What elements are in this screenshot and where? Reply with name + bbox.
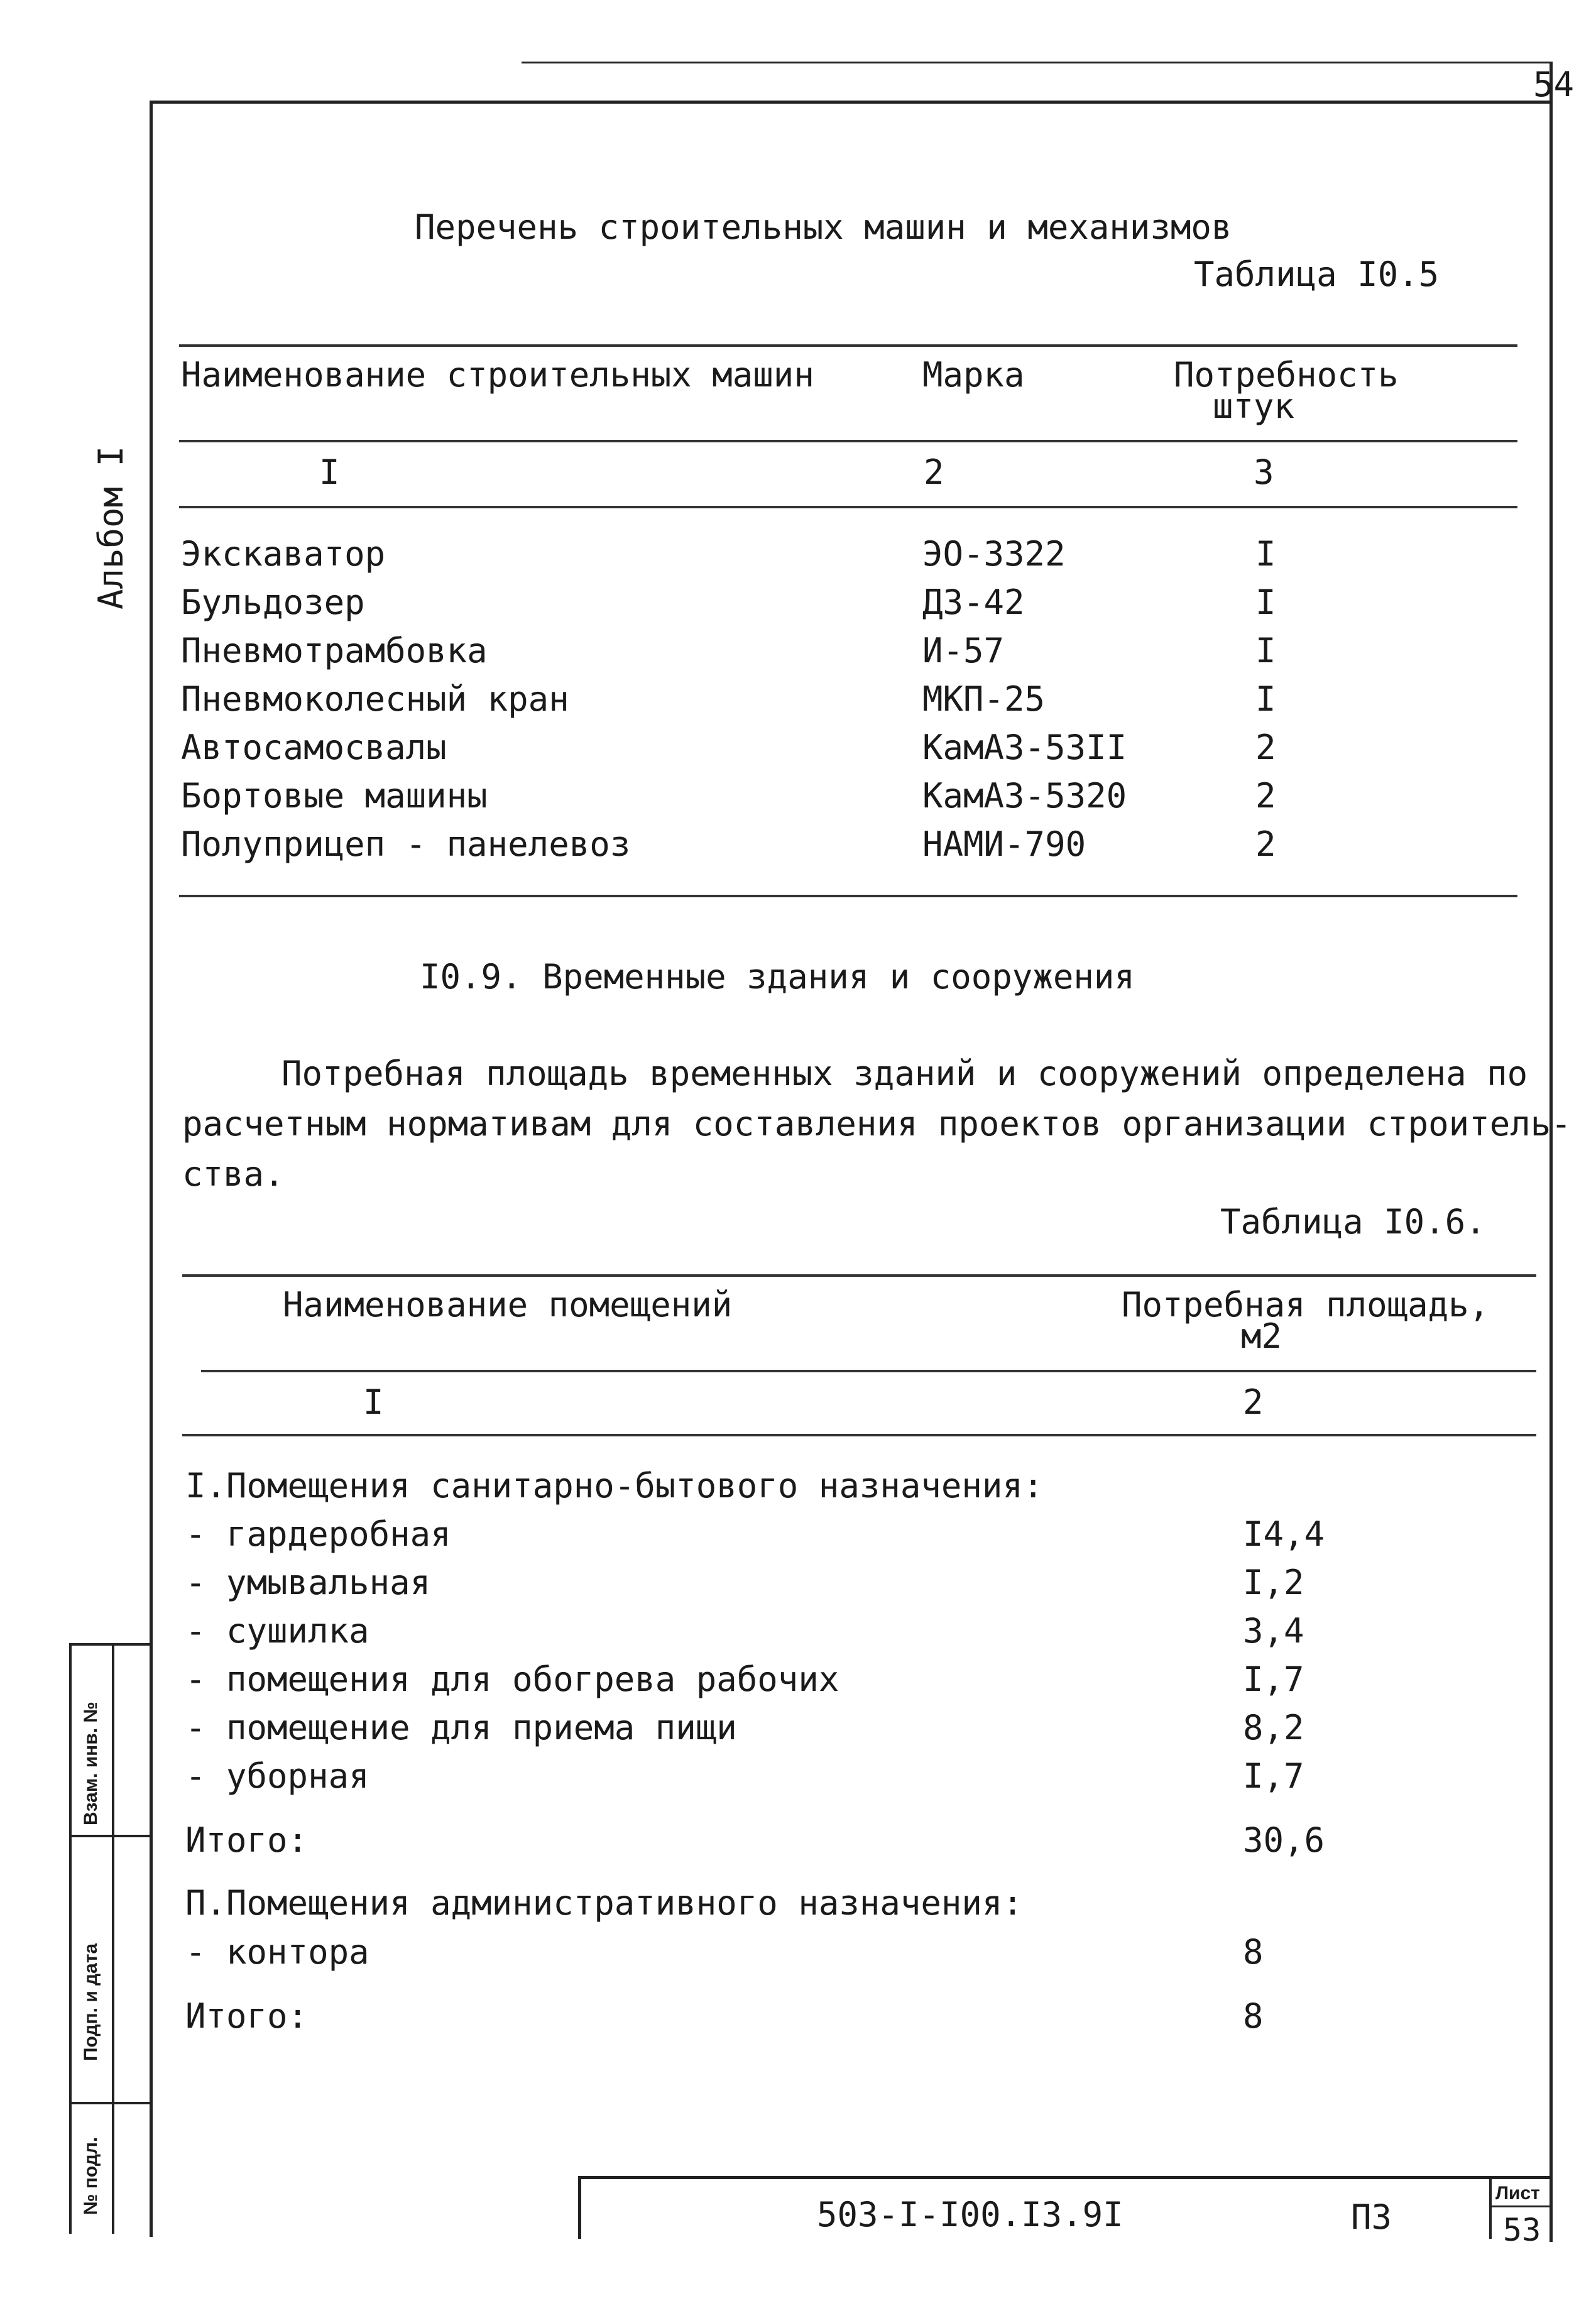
machine-qty: I xyxy=(1255,534,1276,574)
frame-left xyxy=(150,101,153,2237)
frame-top xyxy=(150,101,1551,104)
stamp-vzam-label: Взам. инв. № xyxy=(80,1702,101,1825)
machine-qty: 2 xyxy=(1255,824,1276,864)
machine-name: Полуприцеп - панелевоз xyxy=(181,824,631,864)
machine-qty: 2 xyxy=(1255,728,1276,767)
room-name: - гардеробная xyxy=(185,1514,451,1554)
stamp-inner-line xyxy=(112,1643,114,2234)
top-rule xyxy=(522,62,1552,63)
room-name: - помещения для обогрева рабочих xyxy=(185,1659,839,1699)
table2-colnum-1: I xyxy=(363,1382,384,1422)
machine-name: Бортовые машины xyxy=(181,776,488,816)
room-name: - уборная xyxy=(185,1756,369,1796)
table2-header-area: Потребная площадь, xyxy=(1122,1285,1490,1325)
group1-title: I.Помещения санитарно-бытового назначения: xyxy=(185,1466,1044,1506)
room-area: I,7 xyxy=(1243,1756,1304,1796)
side-album-label: Альбом I xyxy=(91,445,131,609)
table2-rule-top xyxy=(182,1274,1536,1277)
room-area: 8 xyxy=(1243,1932,1264,1972)
stamp-podp-label: Подп. и дата xyxy=(80,1943,101,2061)
table1-colnum-1: I xyxy=(319,452,340,492)
group2-total-label: Итого: xyxy=(185,1996,309,2036)
machine-mark: ДЗ-42 xyxy=(922,582,1025,622)
title-block-top xyxy=(578,2176,1551,2179)
section-paragraph-line2: расчетным нормативам для составления проектов организации строитель- xyxy=(182,1104,1571,1144)
machine-mark: И-57 xyxy=(922,631,1005,670)
table1-rule-colnums xyxy=(179,506,1517,508)
machine-mark: КамАЗ-5320 xyxy=(922,776,1127,816)
frame-right xyxy=(1550,62,1553,2242)
title-block-left xyxy=(578,2176,581,2239)
table1-rule-bottom xyxy=(179,895,1517,897)
table1-rule-top xyxy=(179,344,1517,347)
machine-mark: КамАЗ-53II xyxy=(922,728,1127,767)
group2-title: П.Помещения административного назначения: xyxy=(185,1883,1023,1923)
room-area: I4,4 xyxy=(1243,1514,1325,1554)
document-code: 503-I-I00.I3.9I xyxy=(817,2195,1123,2234)
stamp-inv-label: № подл. xyxy=(80,2136,101,2215)
group2-total-value: 8 xyxy=(1243,1996,1264,2036)
room-name: - сушилка xyxy=(185,1611,369,1651)
machine-qty: I xyxy=(1255,679,1276,719)
group1-total-value: 30,6 xyxy=(1243,1820,1325,1860)
table2-header-area-unit: м2 xyxy=(1241,1316,1282,1356)
title-block-sheet-divider xyxy=(1489,2205,1551,2207)
table2-colnum-2: 2 xyxy=(1243,1382,1264,1422)
section-heading: I0.9. Временные здания и сооружения xyxy=(420,957,1135,997)
stamp-rule-2 xyxy=(69,1835,150,1837)
stamp-rule-3 xyxy=(69,2102,150,2104)
table2-rule-header xyxy=(201,1370,1536,1372)
machine-name: Экскаватор xyxy=(181,534,386,574)
table1-header-need-unit: штук xyxy=(1213,386,1295,426)
table1-label: Таблица I0.5 xyxy=(1194,254,1440,294)
sheet-number: 53 xyxy=(1503,2212,1541,2248)
room-name: - умывальная xyxy=(185,1563,431,1602)
table1-colnum-3: 3 xyxy=(1254,452,1274,492)
table2-rule-colnums xyxy=(182,1434,1536,1436)
group1-total-label: Итого: xyxy=(185,1820,309,1860)
document-type: ПЗ xyxy=(1351,2197,1392,2237)
machine-mark: ЭО-3322 xyxy=(922,534,1066,574)
table2-label: Таблица I0.6. xyxy=(1220,1202,1486,1242)
table2-header-name: Наименование помещений xyxy=(283,1285,733,1325)
table1-rule-header xyxy=(179,440,1517,442)
machine-mark: НАМИ-790 xyxy=(922,824,1086,864)
room-name: - контора xyxy=(185,1932,369,1972)
top-page-number: 54 xyxy=(1533,65,1575,104)
section-paragraph-line1: Потребная площадь временных зданий и сооружений определена по xyxy=(281,1054,1528,1093)
section-paragraph-line3: ства. xyxy=(182,1154,285,1194)
room-area: 3,4 xyxy=(1243,1611,1304,1651)
machine-name: Пневмоколесный кран xyxy=(181,679,569,719)
machine-name: Бульдозер xyxy=(181,582,365,622)
machine-qty: I xyxy=(1255,582,1276,622)
room-area: I,2 xyxy=(1243,1563,1304,1602)
machine-qty: 2 xyxy=(1255,776,1276,816)
machine-name: Пневмотрамбовка xyxy=(181,631,488,670)
stamp-rule-1 xyxy=(69,1643,150,1646)
machine-mark: МКП-25 xyxy=(922,679,1046,719)
sheet-label: Лист xyxy=(1495,2183,1540,2204)
machine-name: Автосамосвалы xyxy=(181,728,447,767)
table1-colnum-2: 2 xyxy=(924,452,944,492)
stamp-outer-line xyxy=(69,1643,72,2234)
room-area: 8,2 xyxy=(1243,1708,1304,1747)
room-name: - помещение для приема пищи xyxy=(185,1708,737,1747)
machine-qty: I xyxy=(1255,631,1276,670)
table1-header-name: Наименование строительных машин xyxy=(181,355,814,395)
room-area: I,7 xyxy=(1243,1659,1304,1699)
table1-header-mark: Марка xyxy=(922,355,1025,395)
table1-caption: Перечень строительных машин и механизмов xyxy=(415,207,1232,247)
title-block-sheet-left xyxy=(1489,2176,1492,2239)
table1-header-need: Потребность xyxy=(1174,355,1399,395)
